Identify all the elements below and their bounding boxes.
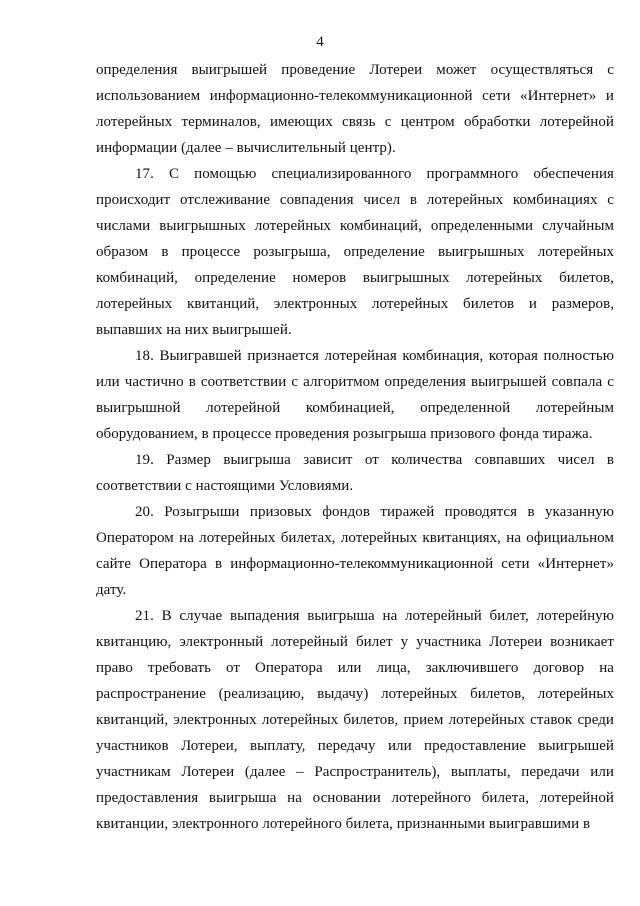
paragraph-21: 21. В случае выпадения выигрыша на лотерейный билет, лотерейную квитанцию, электронный лотерейный билет у участника Лотереи возникает право требовать от Оператора или лица, заключившего договор на распространение (реализацию, выдачу) лотерейных билетов, лотерейных квитанций, электронных лотерейных билетов, прием лотерейных ставок среди участников Лотереи, выплату, передачу или предоставление выигрышей участникам Лотереи (далее – Распространитель), выплаты, передачи или предоставления выигрыша на основании лотерейного билета, лотерейной квитанции, электронного лотерейного билета, признанными выигравшими в — [96, 608, 614, 832]
document-body — [96, 57, 614, 837]
paragraph-20: 20. Розыгрыши призовых фондов тиражей проводятся в указанную Оператором на лотерейных билетах, лотерейных квитанциях, на официальном сайте Оператора в информационно-телекоммуникационной сети «Интернет» дату. — [96, 504, 614, 598]
paragraph-continuation: определения выигрышей проведение Лотереи может осуществляться с использованием информационно-телекоммуникационной сети «Интернет» и лотерейных терминалов, имеющих связь с центром обработки лотерейной информации (далее – вычислительный центр). — [96, 62, 614, 156]
paragraph-18: 18. Выигравшей признается лотерейная комбинация, которая полностью или частично в соответствии с алгоритмом определения выигрышей совпала с выигрышной лотерейной комбинацией, определенной лотерейным оборудованием, в процессе проведения розыгрыша призового фонда тиража. — [96, 348, 614, 442]
paragraph-17: 17. С помощью специализированного программного обеспечения происходит отслеживание совпадения чисел в лотерейных комбинациях с числами выигрышных лотерейных комбинаций, определенными случайным образом в процессе розыгрыша, определение выигрышных лотерейных комбинаций, определение номеров выигрышных лотерейных билетов, лотерейных квитанций, электронных лотерейных билетов и размеров, выпавших на них выигрышей. — [96, 166, 614, 338]
paragraph-19: 19. Размер выигрыша зависит от количества совпавших чисел в соответствии с настоящими Условиями. — [96, 452, 614, 494]
page-number: 4 — [316, 34, 324, 50]
